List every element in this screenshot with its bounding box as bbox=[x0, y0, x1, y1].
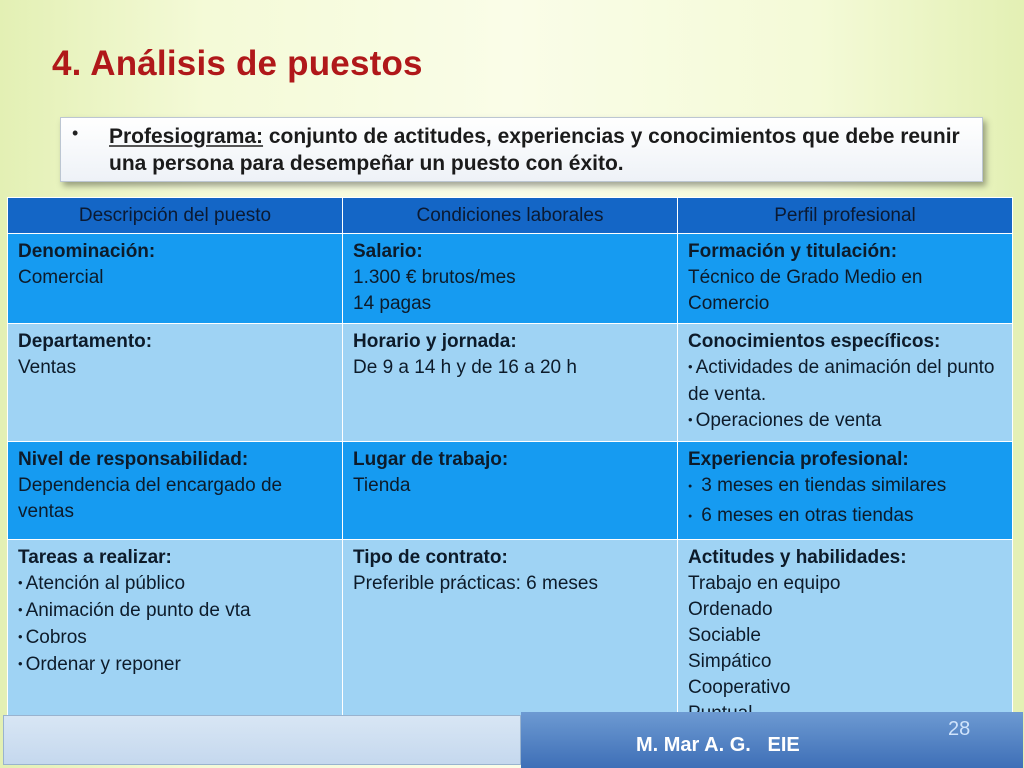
cell-bullet-item: • Animación de punto de vta bbox=[18, 598, 332, 625]
footer-left-band bbox=[3, 715, 521, 765]
cell-heading: Lugar de trabajo: bbox=[353, 449, 509, 470]
cell-line: Ordenado bbox=[688, 599, 773, 620]
definition-body: conjunto de actitudes, experiencias y conocimientos que debe reunir una persona para desempeñar un puesto con éxito. bbox=[109, 125, 960, 175]
table-header-row bbox=[8, 198, 1013, 234]
table-cell bbox=[343, 324, 678, 442]
table-cell bbox=[343, 234, 678, 324]
cell-dot-item: ● 3 meses en tiendas similares bbox=[688, 473, 1002, 503]
cell-heading: Actitudes y habilidades: bbox=[688, 547, 907, 568]
table-row bbox=[8, 540, 1013, 734]
cell-heading: Nivel de responsabilidad: bbox=[18, 449, 249, 470]
cell-line: Tienda bbox=[353, 475, 411, 496]
cell-bullet-item: • Cobros bbox=[18, 625, 332, 652]
cell-line: 14 pagas bbox=[353, 293, 432, 314]
cell-heading: Formación y titulación: bbox=[688, 241, 898, 262]
table-cell bbox=[343, 540, 678, 734]
page-number: 28 bbox=[948, 718, 971, 740]
slide-title: 4. Análisis de puestos bbox=[52, 44, 423, 83]
table-cell bbox=[8, 442, 343, 540]
cell-bullet-item: • Ordenar y reponer bbox=[18, 652, 332, 679]
table-cell bbox=[678, 234, 1013, 324]
cell-line: Trabajo en equipo bbox=[688, 573, 841, 594]
column-header-condiciones: Condiciones laborales bbox=[343, 198, 678, 234]
cell-line: Cooperativo bbox=[688, 677, 791, 698]
footer-author: M. Mar A. G. EIE bbox=[636, 734, 800, 756]
definition-text bbox=[109, 123, 968, 177]
cell-heading: Departamento: bbox=[18, 331, 153, 352]
table-cell bbox=[678, 324, 1013, 442]
cell-line: Dependencia del encargado de ventas bbox=[18, 475, 283, 522]
cell-line: Preferible prácticas: 6 meses bbox=[353, 573, 598, 594]
cell-heading: Denominación: bbox=[18, 241, 156, 262]
table-cell bbox=[8, 540, 343, 734]
cell-heading: Conocimientos específicos: bbox=[688, 331, 941, 352]
cell-dot-item: ● 6 meses en otras tiendas bbox=[688, 503, 1002, 533]
cell-line: Ventas bbox=[18, 357, 77, 378]
cell-bullet-item: • Atención al público bbox=[18, 571, 332, 598]
cell-bullet-item: • Actividades de animación del punto de venta. bbox=[688, 355, 1002, 408]
table-row bbox=[8, 442, 1013, 540]
cell-heading: Tipo de contrato: bbox=[353, 547, 508, 568]
cell-line: Simpático bbox=[688, 651, 772, 672]
cell-line: Comercial bbox=[18, 267, 104, 288]
cell-bullet-item: • Operaciones de venta bbox=[688, 408, 1002, 435]
table-row bbox=[8, 324, 1013, 442]
cell-heading: Salario: bbox=[353, 241, 423, 262]
cell-line: De 9 a 14 h y de 16 a 20 h bbox=[353, 357, 577, 378]
cell-line: Técnico de Grado Medio en Comercio bbox=[688, 267, 923, 314]
table-cell bbox=[678, 442, 1013, 540]
column-header-perfil: Perfil profesional bbox=[678, 198, 1013, 234]
column-header-descripcion: Descripción del puesto bbox=[8, 198, 343, 234]
cell-heading: Experiencia profesional: bbox=[688, 449, 909, 470]
table-cell bbox=[8, 324, 343, 442]
definition-term: Profesiograma: bbox=[109, 125, 264, 148]
bullet-icon: • bbox=[72, 123, 79, 143]
cell-heading: Horario y jornada: bbox=[353, 331, 517, 352]
table-cell bbox=[8, 234, 343, 324]
cell-line: 1.300 € brutos/mes bbox=[353, 267, 516, 288]
definition-box bbox=[60, 117, 983, 182]
job-analysis-table bbox=[7, 197, 1013, 734]
cell-line: Sociable bbox=[688, 625, 761, 646]
cell-heading: Tareas a realizar: bbox=[18, 547, 172, 568]
table-cell bbox=[343, 442, 678, 540]
table-row bbox=[8, 234, 1013, 324]
table-cell bbox=[678, 540, 1013, 734]
